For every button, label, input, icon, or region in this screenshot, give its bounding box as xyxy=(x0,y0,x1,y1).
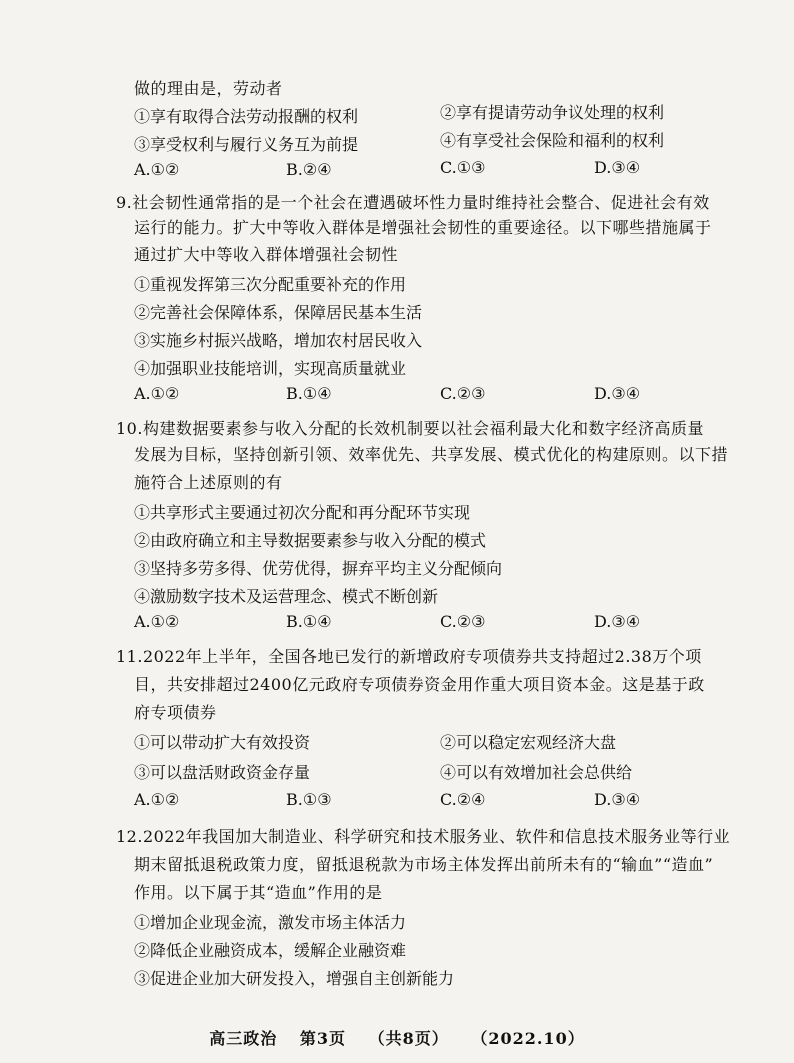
q10-choice-b: B.①④ xyxy=(286,612,332,631)
q8-stem-tail: 做的理由是，劳动者 xyxy=(134,79,283,98)
q12-item-1: ①增加企业现金流，激发市场主体活力 xyxy=(134,913,407,932)
q9-choice-c: C.②③ xyxy=(440,384,486,403)
q11-item-2: ②可以稳定宏观经济大盘 xyxy=(440,733,617,752)
q9-item-2: ②完善社会保障体系，保障居民基本生活 xyxy=(134,303,423,322)
q9-choice-b: B.①④ xyxy=(286,384,332,403)
footer-page-number: 第3页 xyxy=(299,1029,347,1048)
q10-item-2: ②由政府确立和主导数据要素参与收入分配的模式 xyxy=(134,531,487,550)
q9-choice-a: A.①② xyxy=(134,384,180,403)
footer-date: （2022.10） xyxy=(471,1029,585,1048)
q10-choice-c: C.②③ xyxy=(440,612,486,631)
q9-item-4: ④加强职业技能培训，实现高质量就业 xyxy=(134,359,407,378)
q11-stem-line-2: 目，共安排超过2400亿元政府专项债券资金用作重大项目资本金。这是基于政 xyxy=(134,675,705,694)
q11-stem-line-3: 府专项债券 xyxy=(134,703,217,722)
q8-choice-d: D.③④ xyxy=(594,158,641,177)
footer-subject: 高三政治 xyxy=(209,1029,278,1048)
q10-item-1: ①共享形式主要通过初次分配和再分配环节实现 xyxy=(134,503,471,522)
q8-choice-c: C.①③ xyxy=(440,158,486,177)
q8-item-1: ①享有取得合法劳动报酬的权利 xyxy=(134,107,359,126)
q9-choice-d: D.③④ xyxy=(594,384,641,403)
q8-choice-a: A.①② xyxy=(134,160,180,179)
footer-total-pages: （共8页） xyxy=(368,1029,449,1048)
q12-stem-line-1: 12.2022年我国加大制造业、科学研究和技术服务业、软件和信息技术服务业等行业 xyxy=(116,827,731,846)
q12-item-2: ②降低企业融资成本，缓解企业融资难 xyxy=(134,941,407,960)
q11-stem-line-1: 11.2022年上半年，全国各地已发行的新增政府专项债券共支持超过2.38万个项 xyxy=(116,647,702,666)
q10-stem-line-3: 施符合上述原则的有 xyxy=(134,473,283,492)
q9-stem-line-3: 通过扩大中等收入群体增强社会韧性 xyxy=(134,245,399,264)
q11-choice-b: B.①③ xyxy=(286,790,332,809)
q11-item-1: ①可以带动扩大有效投资 xyxy=(134,733,311,752)
q8-item-3: ③享受权利与履行义务互为前提 xyxy=(134,135,359,154)
q12-stem-line-2: 期末留抵退税政策力度，留抵退税款为市场主体发挥出前所未有的“输血”“造血” xyxy=(134,855,714,874)
q8-item-2: ②享有提请劳动争议处理的权利 xyxy=(440,103,665,122)
q9-stem-line-2: 运行的能力。扩大中等收入群体是增强社会韧性的重要途径。以下哪些措施属于 xyxy=(134,218,712,237)
q11-item-4: ④可以有效增加社会总供给 xyxy=(440,763,633,782)
q10-stem-line-2: 发展为目标，坚持创新引领、效率优先、共享发展、模式优化的构建原则。以下措 xyxy=(134,445,729,464)
q10-choice-a: A.①② xyxy=(134,612,180,631)
q9-stem-line-1: 9.社会韧性通常指的是一个社会在遭遇破坏性力量时维持社会整合、促进社会有效 xyxy=(116,193,710,212)
q11-choice-d: D.③④ xyxy=(594,790,641,809)
q10-item-3: ③坚持多劳多得、优劳优得，摒弃平均主义分配倾向 xyxy=(134,559,503,578)
q9-item-3: ③实施乡村振兴战略，增加农村居民收入 xyxy=(134,331,423,350)
q12-item-3: ③促进企业加大研发投入，增强自主创新能力 xyxy=(134,969,455,988)
q10-choice-d: D.③④ xyxy=(594,612,641,631)
q8-choice-b: B.②④ xyxy=(286,160,332,179)
page-footer xyxy=(0,1026,794,1049)
q8-item-4: ④有享受社会保险和福利的权利 xyxy=(440,131,665,150)
q11-item-3: ③可以盘活财政资金存量 xyxy=(134,763,311,782)
q9-item-1: ①重视发挥第三次分配重要补充的作用 xyxy=(134,275,407,294)
q11-choice-a: A.①② xyxy=(134,790,180,809)
q10-item-4: ④激励数字技术及运营理念、模式不断创新 xyxy=(134,587,439,606)
q10-stem-line-1: 10.构建数据要素参与收入分配的长效机制要以社会福利最大化和数字经济高质量 xyxy=(116,419,704,438)
q12-stem-line-3: 作用。以下属于其“造血”作用的是 xyxy=(134,883,383,902)
q11-choice-c: C.②④ xyxy=(440,790,486,809)
